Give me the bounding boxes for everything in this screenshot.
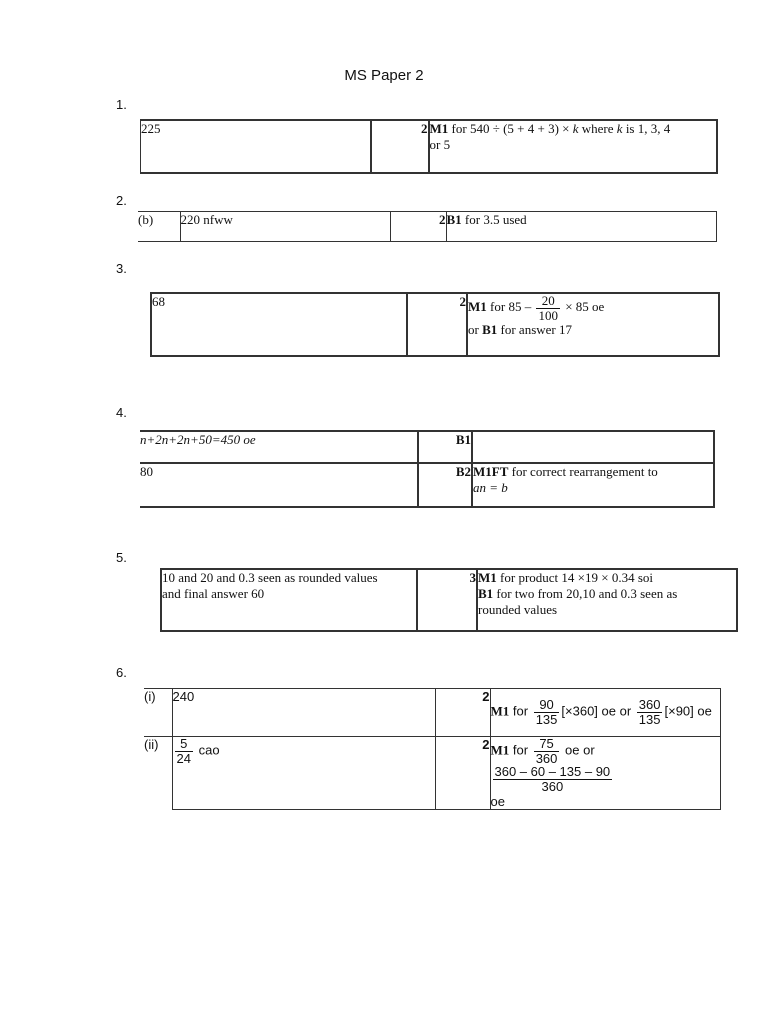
- mark-cell: B2: [418, 463, 472, 507]
- question-number: 2.: [116, 193, 127, 208]
- page-title: MS Paper 2: [344, 67, 424, 84]
- question-number: 6.: [116, 665, 127, 680]
- mark-cell: 2: [407, 293, 467, 356]
- mark-cell: 2: [390, 212, 446, 242]
- notes-cell: M1 for 540 ÷ (5 + 4 + 3) × k where k is 1, 3, 4 or 5: [429, 120, 717, 173]
- answer-cell: 10 and 20 and 0.3 seen as rounded values and final answer 60: [161, 569, 417, 631]
- answer-cell: 220 nfww: [180, 212, 390, 242]
- answer-cell: $\frac{5}{24}$ cao: [172, 737, 435, 810]
- notes-cell: M1 for product 14 ×19 × 0.34 soi B1 for two from 20,10 and 0.3 seen as rounded values: [477, 569, 737, 631]
- fraction: $\frac{75}{360}$: [535, 736, 558, 766]
- answer-cell: 68: [151, 293, 407, 356]
- notes-cell: [472, 431, 714, 463]
- answer-cell: n+2n+2n+50=450 oe: [140, 431, 418, 463]
- notes-cell: M1FT for correct rearrangement to an = b: [472, 463, 714, 507]
- fraction: $\frac{360 - 60 - 135 - 90}{360}$: [494, 764, 611, 794]
- fraction: $\frac{5}{24}$: [176, 736, 191, 766]
- answer-table-q3: [150, 292, 720, 357]
- answer-cell: 240: [172, 689, 435, 737]
- notes-cell: M1 for $\frac{75}{360}$ oe or $\frac{360 - 60 - 135 - 90}{360}$ oe: [490, 737, 720, 810]
- answer-table-q5: [160, 568, 738, 632]
- answer-table-q2: [138, 211, 717, 242]
- notes-cell: B1 for 3.5 used: [446, 212, 716, 242]
- part-cell: (ii): [144, 737, 172, 810]
- answer-table-q4: [140, 430, 715, 508]
- mark-cell: 2: [435, 737, 490, 810]
- answer-table-q6: [144, 688, 721, 810]
- question-number: 1.: [116, 97, 127, 112]
- answer-cell: 80: [140, 463, 418, 507]
- part-cell: (b): [138, 212, 180, 242]
- question-number: 3.: [116, 261, 127, 276]
- part-cell: (i): [144, 689, 172, 737]
- question-number: 4.: [116, 405, 127, 420]
- answer-cell: 225: [141, 120, 371, 173]
- notes-cell: M1 for 85 – $\frac{20}{100}$ × 85 oe or B1 for answer 17: [467, 293, 719, 356]
- answer-table-q1: [140, 119, 718, 174]
- question-number: 5.: [116, 550, 127, 565]
- mark-cell: 3: [417, 569, 477, 631]
- mark-cell: 2: [371, 120, 429, 173]
- fraction: $\frac{360}{135}$: [638, 697, 661, 727]
- fraction: $\frac{90}{135}$: [535, 697, 558, 727]
- mark-cell: 2: [435, 689, 490, 737]
- fraction: $\frac{20}{100}$: [538, 293, 558, 323]
- mark-cell: B1: [418, 431, 472, 463]
- notes-cell: M1 for $\frac{90}{135}$ [×360] oe or $\frac{360}{135}$ [×90] oe: [490, 689, 720, 737]
